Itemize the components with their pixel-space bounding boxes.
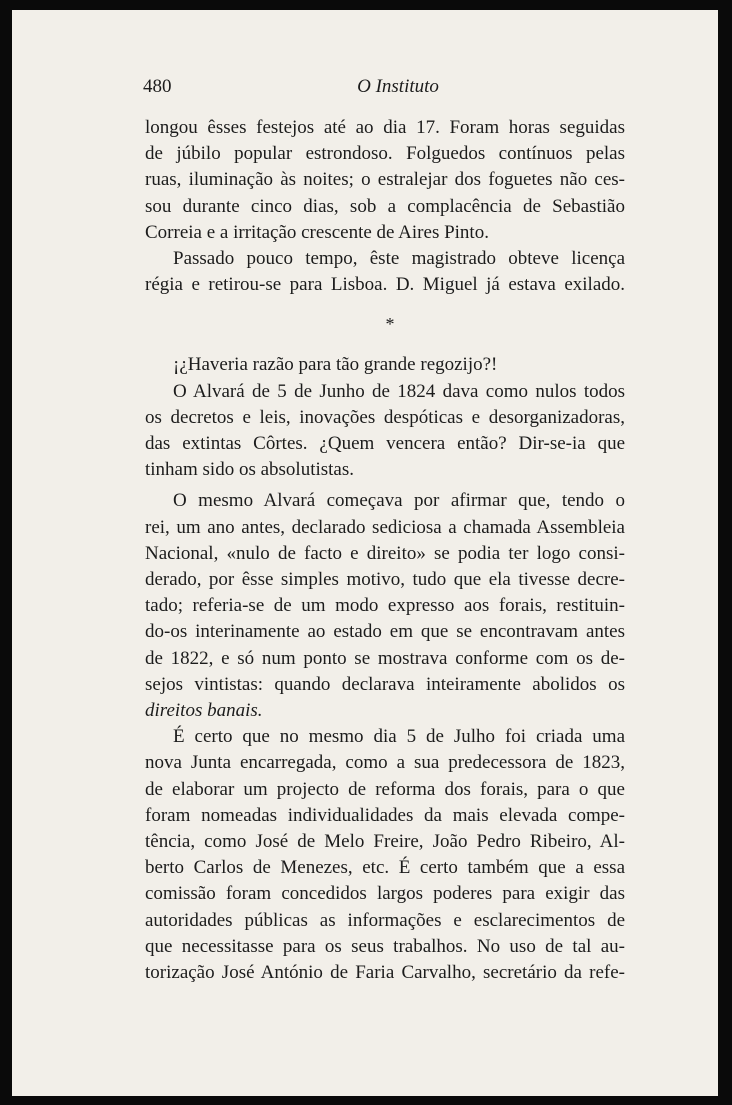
text-line: nova Junta encarregada, como a sua predecessora de 1823, [145, 752, 625, 774]
text-line: O Alvará de 5 de Junho de 1824 dava como nulos todos [173, 380, 625, 402]
paragraph-4 [145, 379, 625, 484]
text-line: os decretos e leis, inovações despóticas e desorganizadoras, [145, 406, 625, 428]
book-page [12, 10, 718, 1096]
text-line: tência, como José de Melo Freire, João Pedro Ribeiro, Al- [145, 831, 625, 853]
text-line: berto Carlos de Menezes, etc. É certo também que a essa [145, 857, 625, 879]
page-number: 480 [143, 76, 172, 97]
text-line: Nacional, «nulo de facto e direito» se podia ter logo consi- [145, 542, 625, 564]
text-line: direitos banais. [145, 700, 263, 722]
text-line: É certo que no mesmo dia 5 de Julho foi criada uma [173, 726, 625, 748]
text-line: derado, por êsse simples motivo, tudo que ela tivesse decre- [145, 569, 625, 591]
text-line: do-os interinamente ao estado em que se encontravam antes [145, 621, 625, 643]
text-line: torização José António de Faria Carvalho, secretário da refe- [145, 962, 625, 984]
paragraph-5 [145, 488, 625, 724]
text-line: das extintas Côrtes. ¿Quem vencera então? Dir-se-ia que [145, 433, 625, 455]
text-line: de 1822, e só num ponto se mostrava conforme com os de- [145, 647, 625, 669]
body-text [145, 115, 625, 986]
paragraph-6 [145, 724, 625, 986]
paragraph-3 [145, 352, 625, 378]
text-line: rei, um ano antes, declarado sediciosa a chamada Assembleia [145, 516, 625, 538]
page-header [143, 76, 623, 106]
text-line: sejos vintistas: quando declarava inteiramente abolidos os [145, 673, 625, 695]
text-line: comissão foram concedidos largos poderes para exigir das [145, 883, 625, 905]
text-line: tado; referia-se de um modo expresso aos forais, restituin- [145, 595, 625, 617]
text-line: O mesmo Alvará começava por afirmar que, tendo o [173, 490, 625, 512]
running-title: O Instituto [357, 76, 439, 97]
section-break-asterisk: * [385, 314, 395, 335]
text-line: foram nomeadas individualidades da mais elevada compe- [145, 804, 625, 826]
text-line: Correia e a irritação crescente de Aires Pinto. [145, 221, 489, 243]
text-line: longou êsses festejos até ao dia 17. Foram horas seguidas [145, 117, 625, 138]
text-line: tinham sido os absolutistas. [145, 459, 354, 481]
paragraph-1 [145, 115, 625, 246]
text-line: ¡¿Haveria razão para tão grande regozijo?! [173, 354, 498, 376]
text-line: de júbilo popular estrondoso. Folguedos contínuos pelas [145, 143, 625, 165]
text-line: Passado pouco tempo, êste magistrado obteve licença [173, 248, 625, 270]
text-line: ruas, iluminação às noites; o estralejar dos foguetes não ces- [145, 169, 625, 191]
text-line: de elaborar um projecto de reforma dos forais, para o que [145, 778, 625, 800]
paragraph-2 [145, 246, 625, 298]
text-line: régia e retirou-se para Lisboa. D. Miguel já estava exilado. [145, 274, 625, 296]
text-line: sou durante cinco dias, sob a complacência de Sebastião [145, 195, 625, 217]
text-line: que necessitasse para os seus trabalhos. No uso de tal au- [145, 935, 625, 957]
text-line: autoridades públicas as informações e esclarecimentos de [145, 909, 625, 931]
